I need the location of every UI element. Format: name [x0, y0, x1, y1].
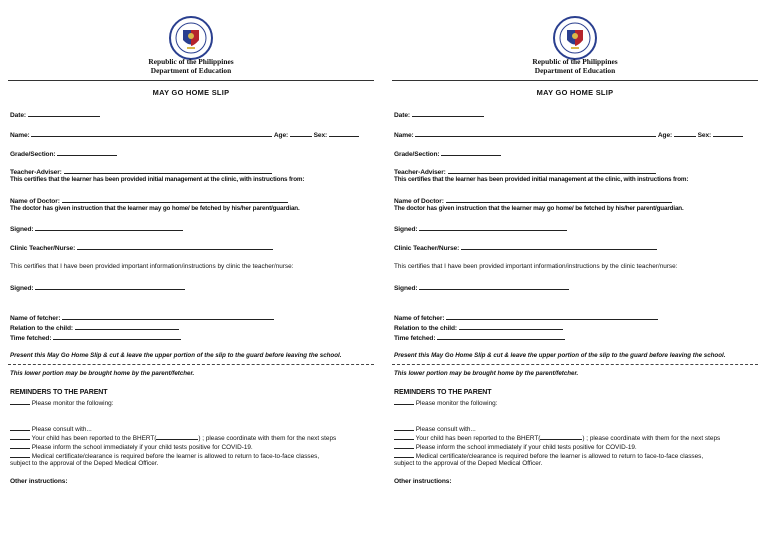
other-instructions: Other instructions: [394, 478, 452, 485]
reminder-bhert-text-b: ) ; please coordinate with them for the next steps [198, 435, 337, 442]
reminder-monitor-text: Please monitor the following: [415, 400, 498, 407]
time-label: Time fetched: [10, 335, 52, 342]
signed-label: Signed: [394, 285, 418, 292]
reminder-medical-cont: subject to the approval of the Deped Medical Officer. [394, 460, 543, 467]
doctor-row [10, 196, 288, 205]
age-label: Age: [657, 132, 673, 139]
clinic-row [394, 243, 657, 252]
slip-title: MAY GO HOME SLIP [536, 88, 614, 97]
signed-row-1 [394, 224, 567, 233]
reminder-medical-text: Medical certificate/clearance is required before the learner is allowed to return to face-to-face classes, [31, 453, 320, 460]
clinic-row [10, 243, 273, 252]
checkbox-line[interactable] [394, 451, 414, 458]
time-row [394, 333, 565, 342]
reminder-inform-text: Please inform the school immediately if your child tests positive for COVID-19. [31, 444, 253, 451]
checkbox-line[interactable] [10, 398, 30, 405]
reminder-monitor [394, 398, 497, 407]
grade-field[interactable] [57, 149, 117, 156]
reminders-heading: REMINDERS TO THE PARENT [10, 389, 108, 396]
reminder-medical-cont: subject to the approval of the Deped Medical Officer. [10, 460, 159, 467]
department-heading: Department of Education [534, 66, 616, 75]
header-divider [392, 80, 758, 81]
checkbox-line[interactable] [10, 424, 30, 431]
signed-row-1 [10, 224, 183, 233]
relation-label: Relation to the child: [10, 325, 74, 332]
signed-field[interactable] [419, 224, 567, 231]
grade-label: Grade/Section: [394, 151, 440, 158]
reminder-monitor-text: Please monitor the following: [31, 400, 114, 407]
checkbox-line[interactable] [10, 451, 30, 458]
age-label: Age: [273, 132, 289, 139]
slip-title: MAY GO HOME SLIP [152, 88, 230, 97]
reminder-consult-text: Please consult with... [415, 426, 476, 433]
fetcher-field[interactable] [446, 313, 658, 320]
deped-seal-logo [553, 16, 597, 60]
date-label: Date: [10, 112, 26, 119]
clinic-field[interactable] [461, 243, 657, 250]
reminder-bhert-text-b: ) ; please coordinate with them for the next steps [582, 435, 721, 442]
doctor-row [394, 196, 672, 205]
adviser-statement: This certifies that the learner has been provided initial management at the clinic, with instructions from: [394, 176, 689, 183]
fetcher-row [10, 313, 274, 322]
sex-label: Sex: [313, 132, 328, 139]
name-field[interactable] [31, 130, 272, 137]
present-note: Present this May Go Home Slip & cut & leave the upper portion of the slip to the guard before leaving the school. [394, 352, 726, 359]
time-field[interactable] [53, 333, 181, 340]
reminders-heading: REMINDERS TO THE PARENT [394, 389, 492, 396]
reminder-bhert-text-a: Your child has been reported to the BHERT( [31, 435, 157, 442]
other-instructions: Other instructions: [10, 478, 68, 485]
name-label: Name: [394, 132, 414, 139]
signed-label: Signed: [394, 226, 418, 233]
relation-label: Relation to the child: [394, 325, 458, 332]
info-statement: This certifies that I have been provided important information/instructions by the clinic teacher/nurse: [394, 263, 678, 270]
grade-row [394, 149, 501, 158]
doctor-field[interactable] [62, 196, 288, 203]
lower-note: This lower portion may be brought home by the parent/fetcher. [10, 370, 195, 377]
bhert-field[interactable] [540, 433, 582, 440]
slip-right [392, 0, 764, 543]
time-field[interactable] [437, 333, 565, 340]
adviser-statement: This certifies that the learner has been provided initial management at the clinic, with instructions from: [10, 176, 305, 183]
grade-label: Grade/Section: [10, 151, 56, 158]
age-field[interactable] [674, 130, 696, 137]
date-field[interactable] [28, 110, 100, 117]
checkbox-line[interactable] [394, 398, 414, 405]
republic-heading: Republic of the Philippines [532, 57, 618, 66]
signed-field[interactable] [419, 283, 569, 290]
slip-left [8, 0, 380, 543]
reminder-consult-text: Please consult with... [31, 426, 92, 433]
time-row [10, 333, 181, 342]
cut-line [8, 364, 374, 365]
fetcher-row [394, 313, 658, 322]
doctor-statement: The doctor has given instruction that the learner may go home/ be fetched by his/her parent/guardian. [10, 205, 300, 212]
checkbox-line[interactable] [394, 442, 414, 449]
name-label: Name: [10, 132, 30, 139]
fetcher-field[interactable] [62, 313, 274, 320]
age-field[interactable] [290, 130, 312, 137]
name-row [10, 130, 359, 139]
sex-field[interactable] [329, 130, 359, 137]
fetcher-label: Name of fetcher: [10, 315, 61, 322]
republic-heading: Republic of the Philippines [148, 57, 234, 66]
reminder-consult [394, 424, 476, 433]
signed-row-2 [10, 283, 185, 292]
date-field[interactable] [412, 110, 484, 117]
fetcher-label: Name of fetcher: [394, 315, 445, 322]
sex-label: Sex: [697, 132, 712, 139]
reminder-bhert [10, 433, 336, 442]
adviser-row [10, 167, 272, 176]
deped-seal-logo [169, 16, 213, 60]
clinic-field[interactable] [77, 243, 273, 250]
adviser-field[interactable] [448, 167, 656, 174]
relation-row [394, 323, 563, 332]
checkbox-line[interactable] [10, 442, 30, 449]
relation-field[interactable] [75, 323, 179, 330]
sex-field[interactable] [713, 130, 743, 137]
signed-field[interactable] [35, 283, 185, 290]
clinic-label: Clinic Teacher/Nurse: [10, 245, 76, 252]
name-row [394, 130, 743, 139]
bhert-field[interactable] [156, 433, 198, 440]
doctor-statement: The doctor has given instruction that the learner may go home/ be fetched by his/her parent/guardian. [394, 205, 684, 212]
reminder-medical [394, 451, 703, 460]
checkbox-line[interactable] [10, 433, 30, 440]
reminder-monitor [10, 398, 113, 407]
lower-note: This lower portion may be brought home by the parent/fetcher. [394, 370, 579, 377]
present-note: Present this May Go Home Slip & cut & leave the upper portion of the slip to the guard before leaving the school. [10, 352, 342, 359]
reminder-bhert [394, 433, 720, 442]
signed-label: Signed: [10, 285, 34, 292]
reminder-bhert-text-a: Your child has been reported to the BHERT( [415, 435, 541, 442]
date-row [394, 110, 484, 119]
signed-row-2 [394, 283, 569, 292]
time-label: Time fetched: [394, 335, 436, 342]
reminder-consult [10, 424, 92, 433]
date-row [10, 110, 100, 119]
reminder-medical [10, 451, 319, 460]
doctor-field[interactable] [446, 196, 672, 203]
checkbox-line[interactable] [394, 424, 414, 431]
cut-line [392, 364, 758, 365]
relation-row [10, 323, 179, 332]
header-divider [8, 80, 374, 81]
grade-field[interactable] [441, 149, 501, 156]
info-statement: This certifies that I have been provided important information/instructions by clinic the teacher/nurse: [10, 263, 294, 270]
reminder-inform [394, 442, 637, 451]
department-heading: Department of Education [150, 66, 232, 75]
adviser-label: Teacher-Adviser: [394, 169, 446, 176]
reminder-medical-text: Medical certificate/clearance is required before the learner is allowed to return to face-to-face classes, [415, 453, 704, 460]
reminder-inform-text: Please inform the school immediately if your child tests positive for COVID-19. [415, 444, 637, 451]
date-label: Date: [394, 112, 410, 119]
reminder-inform [10, 442, 253, 451]
clinic-label: Clinic Teacher/Nurse: [394, 245, 460, 252]
signed-label: Signed: [10, 226, 34, 233]
adviser-row [394, 167, 656, 176]
relation-field[interactable] [459, 323, 563, 330]
grade-row [10, 149, 117, 158]
doctor-label: Name of Doctor: [10, 198, 60, 205]
signed-field[interactable] [35, 224, 183, 231]
adviser-label: Teacher-Adviser: [10, 169, 62, 176]
doctor-label: Name of Doctor: [394, 198, 444, 205]
adviser-field[interactable] [64, 167, 272, 174]
name-field[interactable] [415, 130, 656, 137]
checkbox-line[interactable] [394, 433, 414, 440]
